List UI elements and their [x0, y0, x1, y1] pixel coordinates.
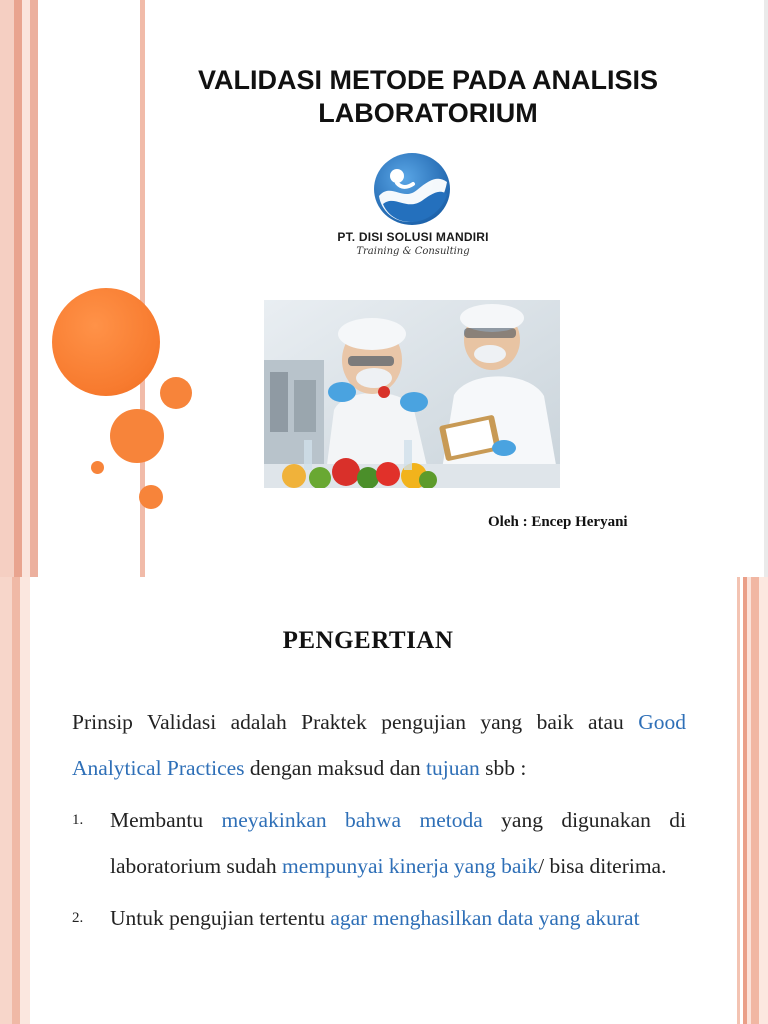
intro-text: sbb : — [479, 756, 527, 780]
intro-highlight: Good Analytical Practices — [72, 710, 686, 780]
item-text: Membantu — [110, 808, 222, 832]
intro-text: Prinsip Validasi adalah Praktek pengujian yang baik atau — [72, 710, 639, 734]
item-text: Untuk pengujian tertentu — [110, 906, 331, 930]
list-item — [72, 895, 686, 941]
intro-paragraph — [72, 699, 686, 791]
list-number: 2. — [72, 910, 84, 926]
item-text: yang digunakan di laboratorium sudah — [110, 808, 686, 878]
slide-heading: PENGERTIAN — [282, 627, 454, 654]
company-logo — [318, 152, 508, 262]
slide-body — [72, 699, 686, 941]
slide-title-line2: LABORATORIUM — [318, 98, 538, 128]
decorative-stripes — [0, 0, 150, 577]
decorative-circle-large — [52, 288, 160, 396]
logo-tagline: Training & Consulting — [356, 246, 470, 257]
slide-title-line1: VALIDASI METODE PADA ANALISIS — [197, 65, 659, 95]
decorative-circle — [160, 377, 192, 409]
decorative-circle — [110, 409, 164, 463]
author-credit: Oleh : Encep Heryani — [488, 514, 628, 530]
lab-scientists-photo — [264, 300, 560, 488]
decorative-stripes — [737, 577, 768, 1024]
item-highlight: agar menghasilkan data yang akurat — [330, 906, 640, 930]
logo-company-name: PT. DISI SOLUSI MANDIRI — [337, 230, 489, 244]
item-highlight: mempunyai kinerja yang baik — [281, 854, 539, 878]
logo-emblem-icon — [373, 152, 451, 226]
item-highlight: meyakinkan bahwa metoda — [221, 808, 483, 832]
decorative-circle — [139, 485, 163, 509]
intro-highlight: tujuan — [426, 756, 480, 780]
list-number: 1. — [72, 812, 84, 828]
list-item — [72, 797, 686, 889]
item-text: / bisa diterima. — [538, 854, 667, 878]
decorative-circle — [91, 461, 104, 474]
slide-edge — [764, 0, 768, 577]
slide-title — [150, 64, 706, 130]
intro-text: dengan maksud dan — [244, 756, 427, 780]
content-slide — [0, 577, 768, 1024]
